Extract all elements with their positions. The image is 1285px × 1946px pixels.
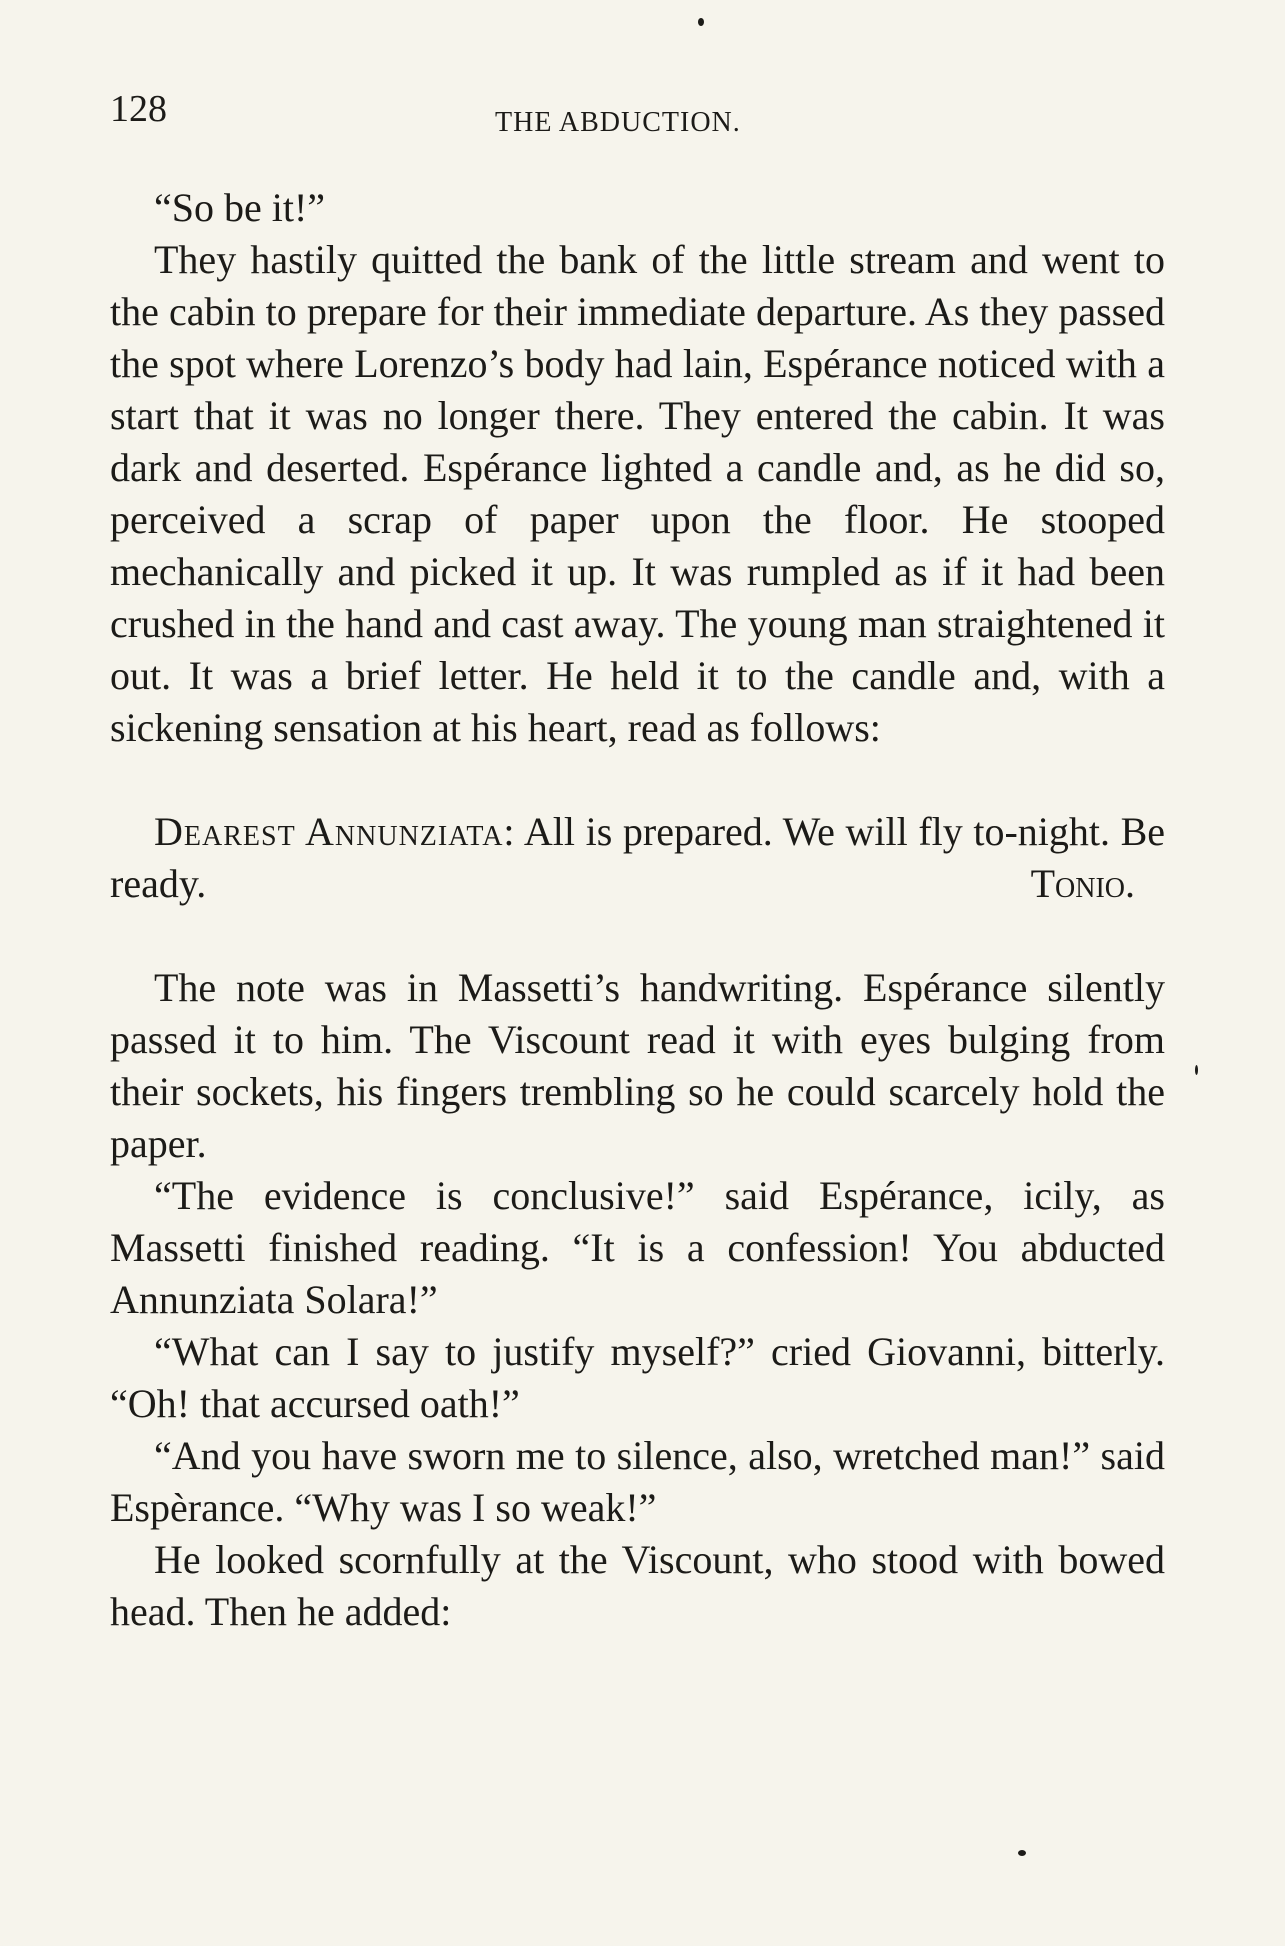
paragraph: They hastily quitted the bank of the little stream and went to the cabin to prepare for their immediate departure. As they passed the spot where Lorenzo’s body had lain, Espérance noticed with a start that it was no longer there. They entered the cabin. It was dark and deserted. Espérance lighted a candle and, as he did so, perceived a scrap of paper upon the floor. He stooped mechanically and picked it up. It was rumpled as if it had been crushed in the hand and cast away. The young man straightened it out. It was a brief letter. He held it to the candle and, with a sickening sensation at his heart, read as follows:: [110, 237, 1165, 750]
running-title: THE ABDUCTION.: [495, 107, 741, 138]
page-number: 128: [110, 88, 167, 130]
letter-text: All is prepared. We will fly to-night. Be ready.: [110, 809, 1165, 906]
letter-block: [110, 806, 1165, 910]
page-header: [110, 90, 1175, 150]
paragraph: “What can I say to justify myself?” cried Giovanni, bitterly. “Oh! that accursed oath!”: [110, 1329, 1165, 1426]
ink-speck: [1018, 1850, 1026, 1856]
paragraph: He looked scornfully at the Viscount, who stood with bowed head. Then he added:: [110, 1537, 1165, 1634]
ink-speck: [1195, 1065, 1198, 1075]
paragraph: The note was in Massetti’s handwriting. Espérance silently passed it to him. The Viscount read it with eyes bulging from their sockets, his fingers trembling so he could scarcely hold the paper.: [110, 965, 1165, 1166]
page-text: [110, 182, 1165, 1638]
letter-salutation: Dearest Annunziata:: [154, 809, 516, 854]
paragraph: “The evidence is conclusive!” said Espérance, icily, as Massetti finished reading. “It is a confession! You abducted Annunziata Solara!”: [110, 1173, 1165, 1322]
letter-body: [110, 806, 1165, 910]
letter-signature: Tonio.: [1030, 861, 1135, 906]
paragraph: “And you have sworn me to silence, also, wretched man!” said Espèrance. “Why was I so weak!”: [110, 1433, 1165, 1530]
paragraph: “So be it!”: [154, 185, 326, 230]
ink-speck: [698, 18, 704, 26]
